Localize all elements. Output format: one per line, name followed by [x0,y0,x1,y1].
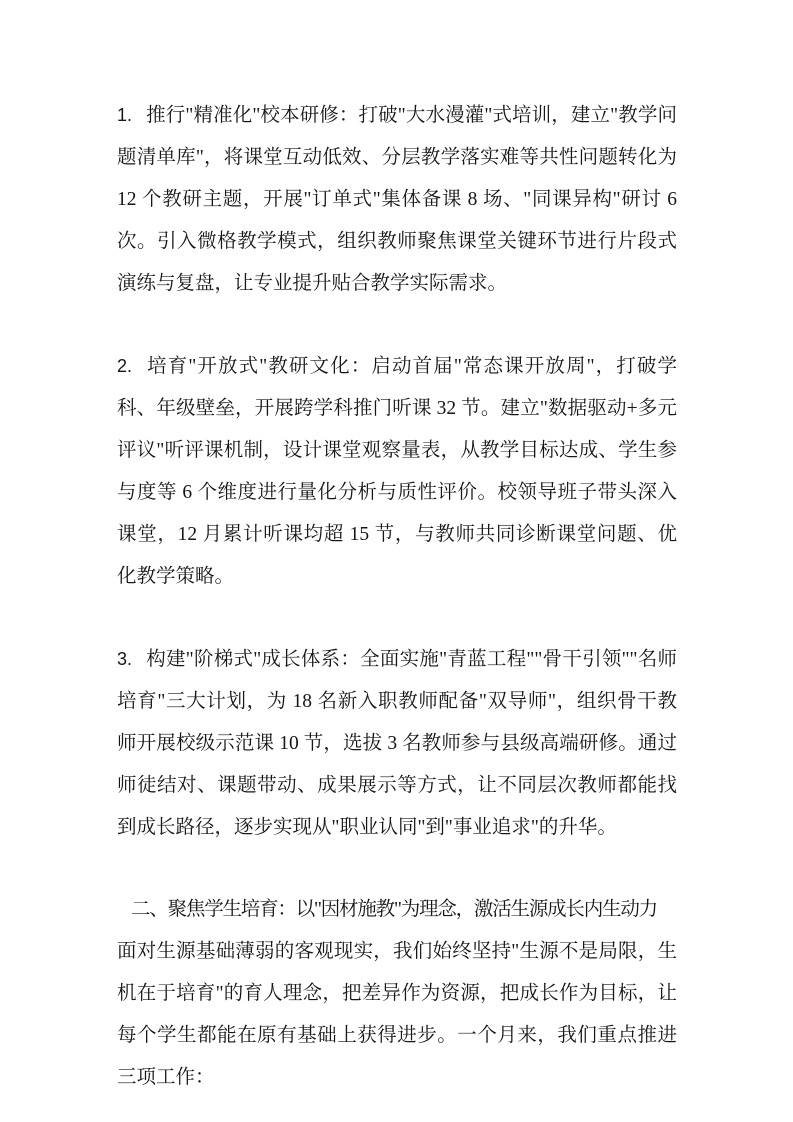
paragraph-text: 推行"精准化"校本研修：打破"大水漫灌"式培训，建立"教学问题清单库"，将课堂互动低效、分层教学落实难等共性问题转化为 12 个教研主题，开展"订单式"集体备课 8 场、"同课异构"研讨 6 次。引入微格教学模式，组织教师聚焦课堂关键环节进行片段式演练与复盘，让专业提升贴合教学实际需求。 [117,105,677,294]
paragraph-text: 构建"阶梯式"成长体系：全面实施"青蓝工程""骨干引领""名师培育"三大计划，为 18 名新入职教师配备"双导师"，组织骨干教师开展校级示范课 10 节，选拔 3 名教师参与县级高端研修。通过师徒结对、课题带动、成果展示等方式，让不同层次教师都能找到成长路径，逐步实现从"职业认同"到"事业追求"的升华。 [117,649,677,838]
numbered-paragraph-2 [117,345,677,598]
paragraph-text: 培育"开放式"教研文化：启动首届"常态课开放周"，打破学科、年级壁垒，开展跨学科推门听课 32 节。建立"数据驱动+多元评议"听评课机制，设计课堂观察量表，从教学目标达成、学生参与度等 6 个维度进行量化分析与质性评价。校领导班子带头深入课堂，12 月累计听课均超 15 节，与教师共同诊断课堂问题、优化教学策略。 [117,356,677,587]
section-body: 面对生源基础薄弱的客观现实，我们始终坚持"生源不是局限，生机在于培育"的育人理念，把差异作为资源，把成长作为目标，让每个学生都能在原有基础上获得进步。一个月来，我们重点推进三项工作： [117,941,677,1088]
numbered-paragraph-3 [117,638,677,849]
list-number: 1. [117,105,133,125]
list-number: 2. [117,356,133,376]
document-content [117,94,677,1099]
numbered-paragraph-1 [117,94,677,305]
section-heading: 二、聚焦学生培育：以"因材施教"为理念，激活生源成长内生动力 [131,899,657,920]
list-number: 3. [117,649,133,669]
